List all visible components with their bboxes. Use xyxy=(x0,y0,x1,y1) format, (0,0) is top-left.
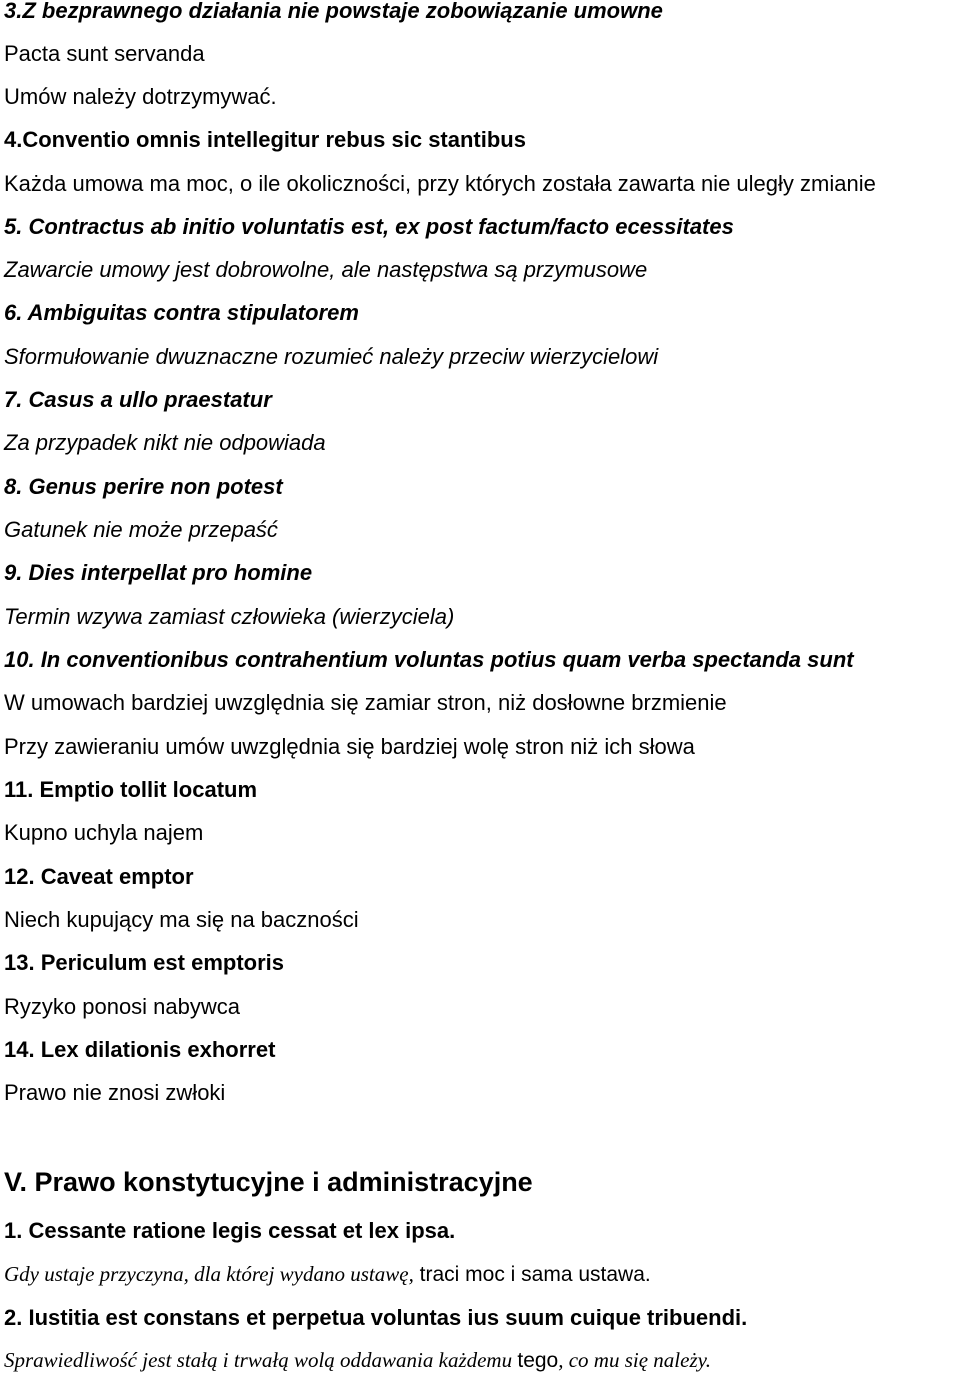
translation-text: Za przypadek nikt nie odpowiada xyxy=(4,430,326,455)
maxim-14: 14. Lex dilationis exhorret xyxy=(4,1037,276,1062)
maxim-8: 8. Genus perire non potest xyxy=(4,474,283,499)
section-maxim-2: 2. Iustitia est constans et perpetua voluntas ius suum cuique tribuendi. xyxy=(4,1305,748,1330)
translation-text: Zawarcie umowy jest dobrowolne, ale następstwa są przymusowe xyxy=(4,257,648,282)
section-translation-2 xyxy=(4,1350,711,1371)
translation-text: Każda umowa ma moc, o ile okoliczności, przy których została zawarta nie uległy zmianie xyxy=(4,171,876,196)
maxim-10: 10. In conventionibus contrahentium voluntas potius quam verba spectanda sunt xyxy=(4,647,854,672)
maxim-7: 7. Casus a ullo praestatur xyxy=(4,387,272,412)
translation-text: Prawo nie znosi zwłoki xyxy=(4,1080,226,1105)
maxim-13: 13. Periculum est emptoris xyxy=(4,950,284,975)
section-translation-1 xyxy=(4,1264,651,1285)
maxim-12: 12. Caveat emptor xyxy=(4,864,194,889)
translation-serif-part: Gdy ustaje przyczyna, dla której wydano ustawę, xyxy=(4,1262,414,1286)
maxim-5: 5. Contractus ab initio voluntatis est, ex post factum/facto ecessitates xyxy=(4,214,734,239)
translation-text: Umów należy dotrzymywać. xyxy=(4,84,277,109)
maxim-6: 6. Ambiguitas contra stipulatorem xyxy=(4,300,359,325)
translation-serif-part: Sprawiedliwość jest stałą i trwałą wolą oddawania każdemu xyxy=(4,1348,518,1372)
section-heading: V. Prawo konstytucyjne i administracyjne xyxy=(4,1167,533,1197)
translation-text: Ryzyko ponosi nabywca xyxy=(4,994,241,1019)
maxim-9: 9. Dies interpellat pro homine xyxy=(4,560,313,585)
translation-text: W umowach bardziej uwzględnia się zamiar stron, niż dosłowne brzmienie xyxy=(4,690,727,715)
translation-text: Przy zawieraniu umów uwzględnia się bardziej wolę stron niż ich słowa xyxy=(4,734,695,759)
translation-serif-part: , co mu się należy. xyxy=(558,1348,712,1372)
translation-text: Niech kupujący ma się na baczności xyxy=(4,907,359,932)
translation-text: Termin wzywa zamiast człowieka (wierzyciela) xyxy=(4,604,455,629)
maxim-4: 4.Conventio omnis intellegitur rebus sic stantibus xyxy=(4,127,526,152)
section-maxim-1: 1. Cessante ratione legis cessat et lex ipsa. xyxy=(4,1218,456,1243)
translation-text: Sformułowanie dwuznaczne rozumieć należy przeciw wierzycielowi xyxy=(4,344,659,369)
latin-maxim-text: Pacta sunt servanda xyxy=(4,41,205,66)
maxim-11: 11. Emptio tollit locatum xyxy=(4,777,258,802)
translation-sans-part: traci moc i sama ustawa. xyxy=(413,1263,651,1286)
translation-sans-part: tego xyxy=(517,1349,559,1372)
maxim-3: 3.Z bezprawnego działania nie powstaje zobowiązanie umowne xyxy=(4,0,663,23)
translation-text: Kupno uchyla najem xyxy=(4,820,204,845)
translation-text: Gatunek nie może przepaść xyxy=(4,517,278,542)
